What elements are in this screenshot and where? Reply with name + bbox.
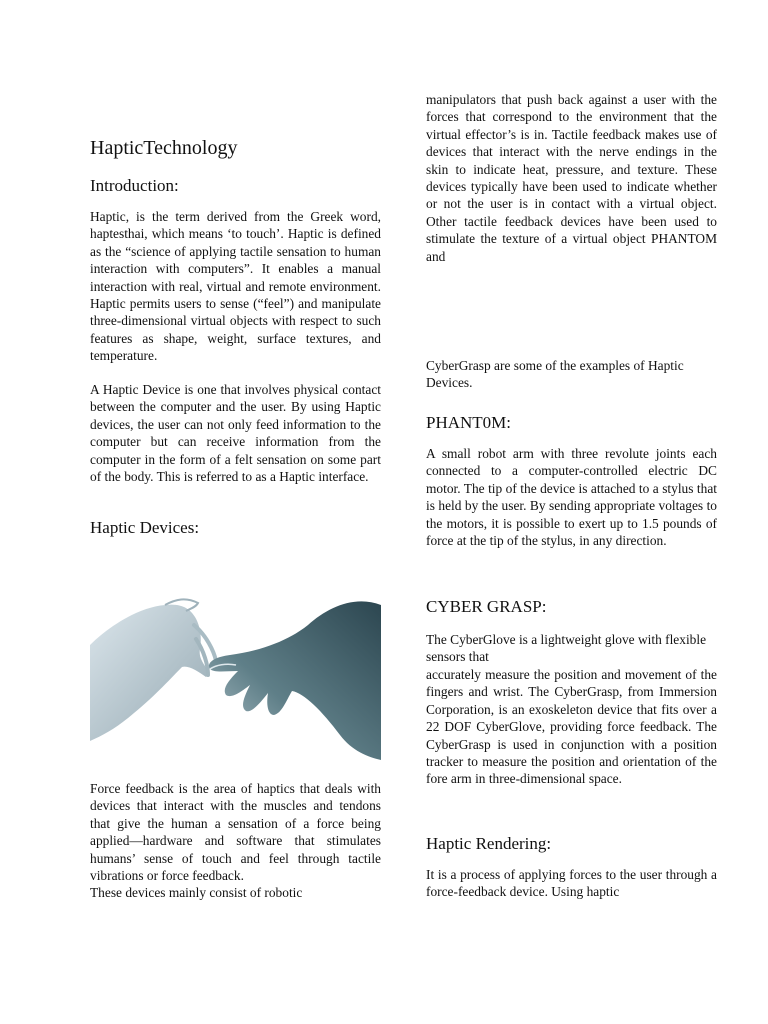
haptic-rendering-heading: Haptic Rendering:: [426, 834, 552, 853]
hands-touching-image: [90, 585, 381, 760]
introduction-heading: Introduction:: [90, 176, 179, 195]
haptic-rendering-paragraph: It is a process of applying forces to the user through a force-feedback device. Using haptic: [426, 867, 717, 900]
robotic-devices-paragraph: These devices mainly consist of robotic: [90, 885, 303, 900]
introduction-paragraph: Haptic, is the term derived from the Greek word, haptesthai, which means ‘to touch’. Haptic is defined as the “science of applying tactile sensation to human interaction with computers”. It enables a manual interaction with real, virtual and remote environment. Haptic permits users to sense (“feel”) and manipulate three-dimensional virtual objects with respect to such features as shape, weight, surface textures, and temperature.: [90, 209, 381, 364]
cyber-grasp-heading: CYBER GRASP:: [426, 597, 547, 616]
force-feedback-paragraph: Force feedback is the area of haptics that deals with devices that interact with the muscles and tendons that give the human a sensation of a force being applied—hardware and software that stimulates humans’ sense of touch and feel through tactile vibrations or force feedback.: [90, 781, 381, 884]
haptic-device-paragraph: A Haptic Device is one that involves physical contact between the computer and the user. By using Haptic devices, the user can not only feed information to the computer but can receive information from the computer in the form of a felt sensation on some part of the body. This is referred to as a Haptic interface.: [90, 382, 381, 485]
cyberglove-paragraph: The CyberGlove is a lightweight glove with flexible sensors that: [426, 632, 707, 665]
cybergrasp-paragraph: accurately measure the position and movement of the fingers and wrist. The CyberGrasp, from Immersion Corporation, is an exoskeleton device that fits over a 22 DOF CyberGlove, providing force feedback. The CyberGrasp is used in conjunction with a position tracker to measure the position and orientation of the fore arm in three-dimensional space.: [426, 667, 717, 787]
phantom-heading: PHANT0M:: [426, 413, 512, 432]
phantom-paragraph: A small robot arm with three revolute joints each connected to a computer-controlled electric DC motor. The tip of the device is attached to a stylus that is held by the user. By sending appropriate voltages to the motors, it is possible to exert up to 1.5 pounds of force at the tip of the stylus, in any direction.: [426, 446, 717, 549]
tactile-feedback-paragraph: manipulators that push back against a user with the forces that correspond to the environment that the virtual effector’s is in. Tactile feedback makes use of devices that interact with the nerve endings in the skin to indicate heat, pressure, and texture. These devices typically have been used to indicate whether or not the user is in contact with a virtual object. Other tactile feedback devices have been used to stimulate the texture of a virtual object PHANTOM and: [426, 92, 717, 264]
page-title: HapticTechnology: [90, 137, 238, 159]
cybergrasp-examples-paragraph: CyberGrasp are some of the examples of Haptic Devices.: [426, 358, 684, 391]
hands-illustration: [90, 585, 381, 760]
haptic-devices-heading: Haptic Devices:: [90, 518, 200, 537]
